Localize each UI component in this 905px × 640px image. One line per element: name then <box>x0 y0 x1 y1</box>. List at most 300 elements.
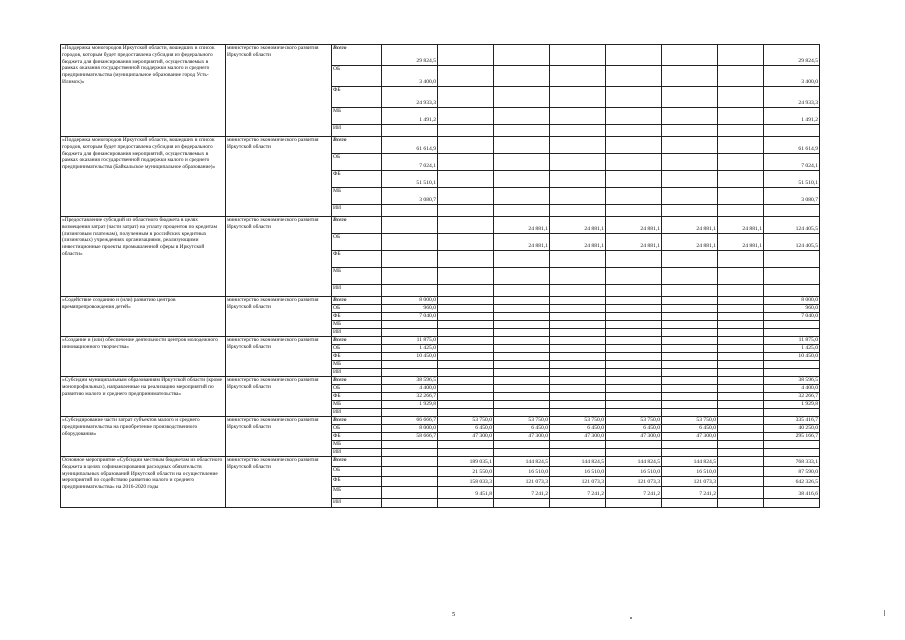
year-amount: 144 824,5 <box>494 457 550 467</box>
year-amount <box>606 337 662 345</box>
year-amount <box>550 305 606 313</box>
year-amount: 32 266,7 <box>382 393 438 401</box>
total-amount <box>764 449 820 457</box>
year-amount: 24 881,1 <box>662 217 718 234</box>
year-amount: 47 300,0 <box>662 433 718 441</box>
year-amount <box>382 369 438 377</box>
year-amount <box>438 297 494 305</box>
funding-source: ИИ <box>332 499 382 508</box>
year-amount <box>550 137 606 154</box>
total-amount: 32 266,7 <box>764 393 820 401</box>
year-amount: 16 510,0 <box>606 467 662 477</box>
year-amount <box>382 251 438 268</box>
measure-description: «Содействие созданию и (или) развитию центров времяпрепровождения детей» <box>61 297 226 337</box>
total-amount: 8 000,0 <box>764 297 820 305</box>
year-amount <box>438 205 494 217</box>
year-amount <box>494 353 550 361</box>
year-amount <box>550 297 606 305</box>
year-amount: 6 450,0 <box>494 425 550 433</box>
year-amount <box>718 305 764 313</box>
funding-source: Всего <box>332 217 382 234</box>
year-amount: 7 024,1 <box>382 154 438 171</box>
total-amount <box>764 441 820 449</box>
table-row <box>61 137 820 154</box>
year-amount <box>662 409 718 417</box>
year-amount <box>606 329 662 337</box>
funding-source: МБ <box>332 441 382 449</box>
year-amount <box>718 137 764 154</box>
total-amount: 124 405,5 <box>764 234 820 251</box>
year-amount <box>606 137 662 154</box>
year-amount <box>438 171 494 188</box>
year-amount <box>494 188 550 205</box>
funding-source: МБ <box>332 321 382 329</box>
total-amount <box>764 369 820 377</box>
year-amount <box>662 313 718 321</box>
measure-description: Основное мероприятие «Субсидии местным бюджетам из областного бюджета в целях софинансирования расходных обязательств муниципальных образований Иркутской области на осуществление мероприятий по содействию развитию малого и среднего предпринимательства» на 2016-2020 годы <box>61 457 226 508</box>
year-amount <box>382 499 438 508</box>
year-amount <box>606 251 662 268</box>
year-amount <box>718 393 764 401</box>
funding-source: Всего <box>332 337 382 345</box>
year-amount <box>438 401 494 409</box>
funding-source: ИИ <box>332 125 382 137</box>
year-amount <box>438 285 494 297</box>
year-amount <box>438 45 494 66</box>
year-amount <box>662 205 718 217</box>
year-amount <box>382 409 438 417</box>
year-amount: 16 510,0 <box>494 467 550 477</box>
year-amount <box>438 361 494 369</box>
table-row <box>61 297 820 305</box>
responsible-executor: министерство экономического развития Иркутской области <box>226 137 332 217</box>
year-amount <box>494 171 550 188</box>
year-amount: 8 000,0 <box>382 297 438 305</box>
year-amount <box>382 487 438 499</box>
year-amount <box>606 154 662 171</box>
year-amount <box>494 268 550 285</box>
year-amount <box>550 409 606 417</box>
total-amount: 10 450,0 <box>764 353 820 361</box>
year-amount <box>606 313 662 321</box>
measure-description: «Предоставление субсидий из областного бюджета в целях возмещения затрат (части затрат) на уплату процентов по кредитам (лизинговым платежам), полученным в российских кредитных (лизинговых) учреждениях организациями, реализующими инвестиционные проекты промышленной сферы в Иркутской области» <box>61 217 226 297</box>
year-amount <box>438 154 494 171</box>
total-amount <box>764 268 820 285</box>
year-amount <box>382 234 438 251</box>
year-amount <box>662 329 718 337</box>
year-amount: 7 241,2 <box>550 487 606 499</box>
year-amount <box>662 369 718 377</box>
responsible-executor: министерство экономического развития Иркутской области <box>226 377 332 417</box>
funding-source: ИИ <box>332 409 382 417</box>
funding-source: Всего <box>332 417 382 425</box>
year-amount <box>550 377 606 385</box>
year-amount <box>718 87 764 108</box>
year-amount <box>606 449 662 457</box>
year-amount <box>662 377 718 385</box>
funding-source: ФБ <box>332 433 382 441</box>
scan-mark <box>884 610 885 616</box>
year-amount: 21 550,0 <box>438 467 494 477</box>
total-amount <box>764 499 820 508</box>
year-amount <box>718 449 764 457</box>
year-amount <box>718 361 764 369</box>
year-amount <box>662 285 718 297</box>
total-amount: 38 596,5 <box>764 377 820 385</box>
year-amount <box>718 205 764 217</box>
year-amount <box>718 337 764 345</box>
year-amount <box>382 125 438 137</box>
year-amount <box>382 457 438 467</box>
year-amount <box>662 393 718 401</box>
year-amount <box>438 499 494 508</box>
year-amount: 16 510,0 <box>550 467 606 477</box>
year-amount <box>606 45 662 66</box>
year-amount: 61 614,9 <box>382 137 438 154</box>
year-amount: 144 824,5 <box>606 457 662 467</box>
year-amount <box>718 329 764 337</box>
year-amount <box>606 409 662 417</box>
year-amount <box>494 87 550 108</box>
year-amount <box>606 305 662 313</box>
year-amount: 47 300,0 <box>606 433 662 441</box>
year-amount: 6 450,0 <box>550 425 606 433</box>
year-amount <box>550 66 606 87</box>
year-amount <box>550 188 606 205</box>
year-amount <box>494 205 550 217</box>
year-amount <box>494 329 550 337</box>
year-amount <box>662 108 718 125</box>
total-amount: 7 040,0 <box>764 313 820 321</box>
total-amount: 11 875,0 <box>764 337 820 345</box>
total-amount: 87 590,0 <box>764 467 820 477</box>
year-amount <box>382 361 438 369</box>
year-amount <box>550 329 606 337</box>
funding-source: ОБ <box>332 66 382 87</box>
total-amount: 295 166,7 <box>764 433 820 441</box>
year-amount <box>662 385 718 393</box>
year-amount: 58 666,7 <box>382 433 438 441</box>
year-amount <box>662 401 718 409</box>
table-row <box>61 457 820 467</box>
measure-description: «Поддержка моногородов Иркутской области, вошедших в список городов, которым будет предоставлена субсидия из федерального бюджета для финансирования мероприятий, осуществляемых в рамках оказания государственной поддержки малого и среднего предпринимательства (муниципальное образование город Усть-Илимск)» <box>61 45 226 137</box>
year-amount <box>550 353 606 361</box>
year-amount <box>550 154 606 171</box>
year-amount <box>718 285 764 297</box>
year-amount: 24 881,1 <box>550 217 606 234</box>
year-amount <box>438 251 494 268</box>
funding-source: Всего <box>332 45 382 66</box>
funding-source: ИИ <box>332 285 382 297</box>
year-amount <box>662 441 718 449</box>
year-amount <box>606 361 662 369</box>
year-amount <box>494 45 550 66</box>
year-amount: 158 033,3 <box>438 477 494 487</box>
year-amount <box>606 385 662 393</box>
year-amount <box>382 477 438 487</box>
funding-source: ИИ <box>332 205 382 217</box>
year-amount <box>438 217 494 234</box>
funding-source: ОБ <box>332 154 382 171</box>
year-amount: 121 073,3 <box>606 477 662 487</box>
year-amount <box>438 66 494 87</box>
year-amount <box>662 321 718 329</box>
year-amount <box>606 285 662 297</box>
year-amount: 24 881,1 <box>606 217 662 234</box>
total-amount: 61 614,9 <box>764 137 820 154</box>
year-amount: 144 824,5 <box>662 457 718 467</box>
responsible-executor: министерство экономического развития Иркутской области <box>226 217 332 297</box>
year-amount <box>662 171 718 188</box>
funding-source: Всего <box>332 377 382 385</box>
year-amount <box>606 369 662 377</box>
year-amount <box>718 188 764 205</box>
year-amount <box>550 401 606 409</box>
year-amount: 53 750,0 <box>606 417 662 425</box>
year-amount <box>438 441 494 449</box>
funding-source: ОБ <box>332 385 382 393</box>
table-row <box>61 417 820 425</box>
total-amount <box>764 321 820 329</box>
year-amount <box>718 45 764 66</box>
year-amount: 47 300,0 <box>438 433 494 441</box>
program-table <box>60 44 820 508</box>
year-amount: 24 881,1 <box>494 217 550 234</box>
year-amount <box>382 205 438 217</box>
year-amount: 51 510,1 <box>382 171 438 188</box>
measure-description: «Субсидии муниципальным образованиям Иркутской области (кроме монопрофильных), направленные на реализацию мероприятий по развитию малого и среднего предпринимательства» <box>61 377 226 417</box>
year-amount <box>494 251 550 268</box>
year-amount <box>438 409 494 417</box>
year-amount <box>550 345 606 353</box>
year-amount: 16 510,0 <box>662 467 718 477</box>
year-amount <box>662 154 718 171</box>
table-body <box>61 45 820 508</box>
year-amount <box>494 125 550 137</box>
year-amount <box>606 87 662 108</box>
year-amount <box>606 66 662 87</box>
year-amount: 6 450,0 <box>606 425 662 433</box>
table-row <box>61 337 820 345</box>
year-amount <box>382 329 438 337</box>
table-row <box>61 377 820 385</box>
year-amount <box>382 217 438 234</box>
year-amount <box>662 251 718 268</box>
year-amount <box>550 337 606 345</box>
scan-dot <box>630 617 632 619</box>
year-amount <box>550 361 606 369</box>
total-amount: 3 400,0 <box>764 66 820 87</box>
funding-source: ФБ <box>332 313 382 321</box>
year-amount: 4 400,0 <box>382 385 438 393</box>
year-amount: 66 666,7 <box>382 417 438 425</box>
funding-source: ОБ <box>332 345 382 353</box>
year-amount <box>606 108 662 125</box>
year-amount <box>382 467 438 477</box>
year-amount <box>438 353 494 361</box>
funding-source: ИИ <box>332 369 382 377</box>
year-amount <box>606 401 662 409</box>
total-amount: 4 400,0 <box>764 385 820 393</box>
total-amount: 29 824,5 <box>764 45 820 66</box>
year-amount <box>382 441 438 449</box>
year-amount <box>494 321 550 329</box>
year-amount <box>438 87 494 108</box>
year-amount <box>718 425 764 433</box>
year-amount <box>718 297 764 305</box>
year-amount <box>606 188 662 205</box>
funding-source: ОБ <box>332 425 382 433</box>
year-amount <box>494 369 550 377</box>
year-amount <box>606 171 662 188</box>
table-row <box>61 217 820 234</box>
total-amount: 960,0 <box>764 305 820 313</box>
year-amount <box>662 137 718 154</box>
total-amount: 51 510,1 <box>764 171 820 188</box>
year-amount: 24 881,1 <box>494 234 550 251</box>
funding-source: МБ <box>332 487 382 499</box>
year-amount <box>718 377 764 385</box>
year-amount: 8 000,0 <box>382 425 438 433</box>
year-amount <box>606 441 662 449</box>
year-amount <box>718 66 764 87</box>
year-amount: 121 073,3 <box>662 477 718 487</box>
year-amount <box>382 449 438 457</box>
funding-source: ОБ <box>332 305 382 313</box>
year-amount <box>606 499 662 508</box>
year-amount <box>718 417 764 425</box>
year-amount: 24 881,1 <box>550 234 606 251</box>
year-amount <box>438 125 494 137</box>
year-amount <box>606 377 662 385</box>
year-amount <box>438 321 494 329</box>
table-row <box>61 45 820 66</box>
year-amount <box>438 385 494 393</box>
year-amount: 121 073,3 <box>550 477 606 487</box>
year-amount <box>662 45 718 66</box>
year-amount <box>662 66 718 87</box>
year-amount <box>494 345 550 353</box>
year-amount <box>550 449 606 457</box>
year-amount <box>718 477 764 487</box>
year-amount: 47 300,0 <box>494 433 550 441</box>
year-amount <box>494 313 550 321</box>
year-amount <box>382 268 438 285</box>
year-amount <box>494 377 550 385</box>
year-amount: 3 400,0 <box>382 66 438 87</box>
total-amount <box>764 329 820 337</box>
year-amount: 53 750,0 <box>550 417 606 425</box>
year-amount <box>494 441 550 449</box>
year-amount: 960,0 <box>382 305 438 313</box>
year-amount <box>550 205 606 217</box>
year-amount: 7 241,2 <box>494 487 550 499</box>
year-amount <box>662 449 718 457</box>
year-amount <box>718 251 764 268</box>
year-amount <box>494 361 550 369</box>
total-amount <box>764 205 820 217</box>
total-amount <box>764 125 820 137</box>
year-amount <box>606 297 662 305</box>
year-amount: 24 881,1 <box>606 234 662 251</box>
year-amount: 9 451,8 <box>438 487 494 499</box>
year-amount <box>438 268 494 285</box>
year-amount <box>606 393 662 401</box>
year-amount <box>718 353 764 361</box>
year-amount: 7 241,2 <box>662 487 718 499</box>
year-amount <box>718 154 764 171</box>
year-amount <box>606 268 662 285</box>
year-amount <box>718 441 764 449</box>
total-amount: 38 416,6 <box>764 487 820 499</box>
total-amount: 642 326,5 <box>764 477 820 487</box>
year-amount <box>606 205 662 217</box>
year-amount <box>494 66 550 87</box>
year-amount <box>438 393 494 401</box>
year-amount <box>550 369 606 377</box>
year-amount <box>494 401 550 409</box>
year-amount <box>494 393 550 401</box>
funding-source: Всего <box>332 457 382 467</box>
total-amount <box>764 361 820 369</box>
year-amount <box>718 467 764 477</box>
year-amount <box>550 108 606 125</box>
responsible-executor: министерство экономического развития Иркутской области <box>226 45 332 137</box>
year-amount: 189 035,1 <box>438 457 494 467</box>
total-amount: 124 405,5 <box>764 217 820 234</box>
page-number: 5 <box>452 611 456 618</box>
year-amount <box>438 345 494 353</box>
year-amount: 38 596,5 <box>382 377 438 385</box>
year-amount <box>718 487 764 499</box>
year-amount <box>550 313 606 321</box>
year-amount <box>550 285 606 297</box>
year-amount <box>718 385 764 393</box>
year-amount <box>438 305 494 313</box>
year-amount <box>550 441 606 449</box>
year-amount: 7 040,0 <box>382 313 438 321</box>
year-amount <box>662 125 718 137</box>
total-amount <box>764 285 820 297</box>
year-amount <box>438 108 494 125</box>
year-amount <box>438 337 494 345</box>
total-amount: 768 333,1 <box>764 457 820 467</box>
year-amount <box>550 171 606 188</box>
total-amount: 335 416,7 <box>764 417 820 425</box>
year-amount: 24 881,1 <box>718 234 764 251</box>
year-amount: 121 073,3 <box>494 477 550 487</box>
year-amount: 10 450,0 <box>382 353 438 361</box>
year-amount <box>718 171 764 188</box>
year-amount <box>662 353 718 361</box>
year-amount <box>718 125 764 137</box>
funding-source: ОБ <box>332 467 382 477</box>
year-amount <box>438 313 494 321</box>
year-amount <box>550 385 606 393</box>
measure-description: «Субсидирование части затрат субъектов малого и среднего предпринимательства на приобретение производственного оборудования» <box>61 417 226 457</box>
funding-source: ФБ <box>332 477 382 487</box>
funding-source: МБ <box>332 188 382 205</box>
total-amount: 3 080,7 <box>764 188 820 205</box>
year-amount <box>550 125 606 137</box>
year-amount <box>662 499 718 508</box>
year-amount: 11 875,0 <box>382 337 438 345</box>
year-amount <box>718 313 764 321</box>
year-amount <box>438 137 494 154</box>
funding-source: Всего <box>332 297 382 305</box>
year-amount <box>550 499 606 508</box>
year-amount <box>662 361 718 369</box>
